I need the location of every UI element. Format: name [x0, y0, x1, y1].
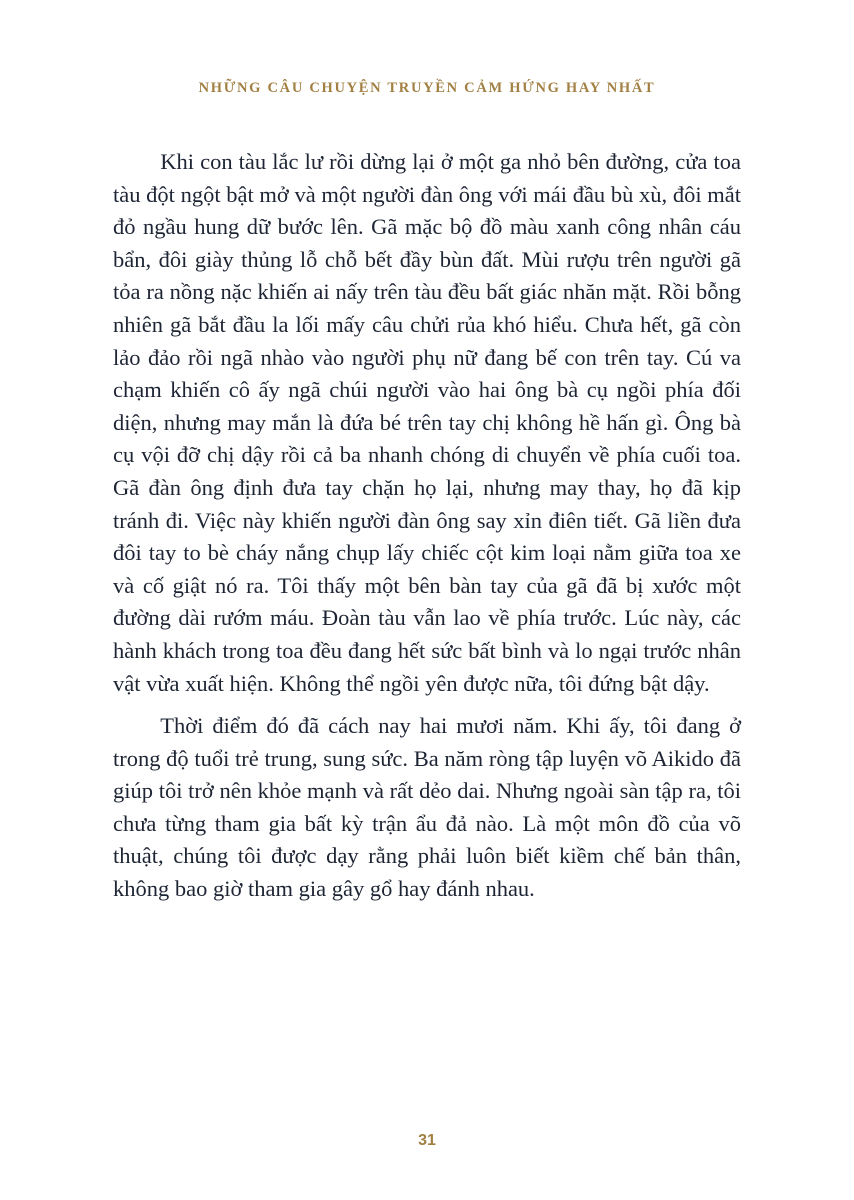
page-number: 31 [418, 1132, 436, 1149]
paragraph-1: Khi con tàu lắc lư rồi dừng lại ở một ga nhỏ bên đường, cửa toa tàu đột ngột bật mở và một người đàn ông với mái đầu bù xù, đôi mắt đỏ ngầu hung dữ bước lên. Gã mặc bộ đồ màu xanh công nhân cáu bẩn, đôi giày thủng lỗ chỗ bết đầy bùn đất. Mùi rượu trên người gã tỏa ra nồng nặc khiến ai nấy trên tàu đều bất giác nhăn mặt. Rồi bỗng nhiên gã bắt đầu la lối mấy câu chửi rủa khó hiểu. Chưa hết, gã còn lảo đảo rồi ngã nhào vào người phụ nữ đang bế con trên tay. Cú va chạm khiến cô ấy ngã chúi người vào hai ông bà cụ ngồi phía đối diện, nhưng may mắn là đứa bé trên tay chị không hề hấn gì. Ông bà cụ vội đỡ chị dậy rồi cả ba nhanh chóng di chuyển về phía cuối toa. Gã đàn ông định đưa tay chặn họ lại, nhưng may thay, họ đã kịp tránh đi. Việc này khiến người đàn ông say xỉn điên tiết. Gã liền đưa đôi tay to bè cháy nắng chụp lấy chiếc cột kim loại nằm giữa toa xe và cố giật nó ra. Tôi thấy một bên bàn tay của gã đã bị xước một đường dài rướm máu. Đoàn tàu vẫn lao về phía trước. Lúc này, các hành khách trong toa đều đang hết sức bất bình và lo ngại trước nhân vật vừa xuất hiện. Không thể ngồi yên được nữa, tôi đứng bật dậy. [113, 149, 741, 696]
paragraph-2: Thời điểm đó đã cách nay hai mươi năm. Khi ấy, tôi đang ở trong độ tuổi trẻ trung, sung sức. Ba năm ròng tập luyện võ Aikido đã giúp tôi trở nên khỏe mạnh và rất dẻo dai. Nhưng ngoài sàn tập ra, tôi chưa từng tham gia bất kỳ trận ẩu đả nào. Là một môn đồ của võ thuật, chúng tôi được dạy rằng phải luôn biết kiềm chế bản thân, không bao giờ tham gia gây gổ hay đánh nhau. [113, 713, 741, 902]
running-header: NHỮNG CÂU CHUYỆN TRUYỀN CẢM HỨNG HAY NHẤT [198, 80, 656, 96]
body-text [113, 146, 741, 916]
